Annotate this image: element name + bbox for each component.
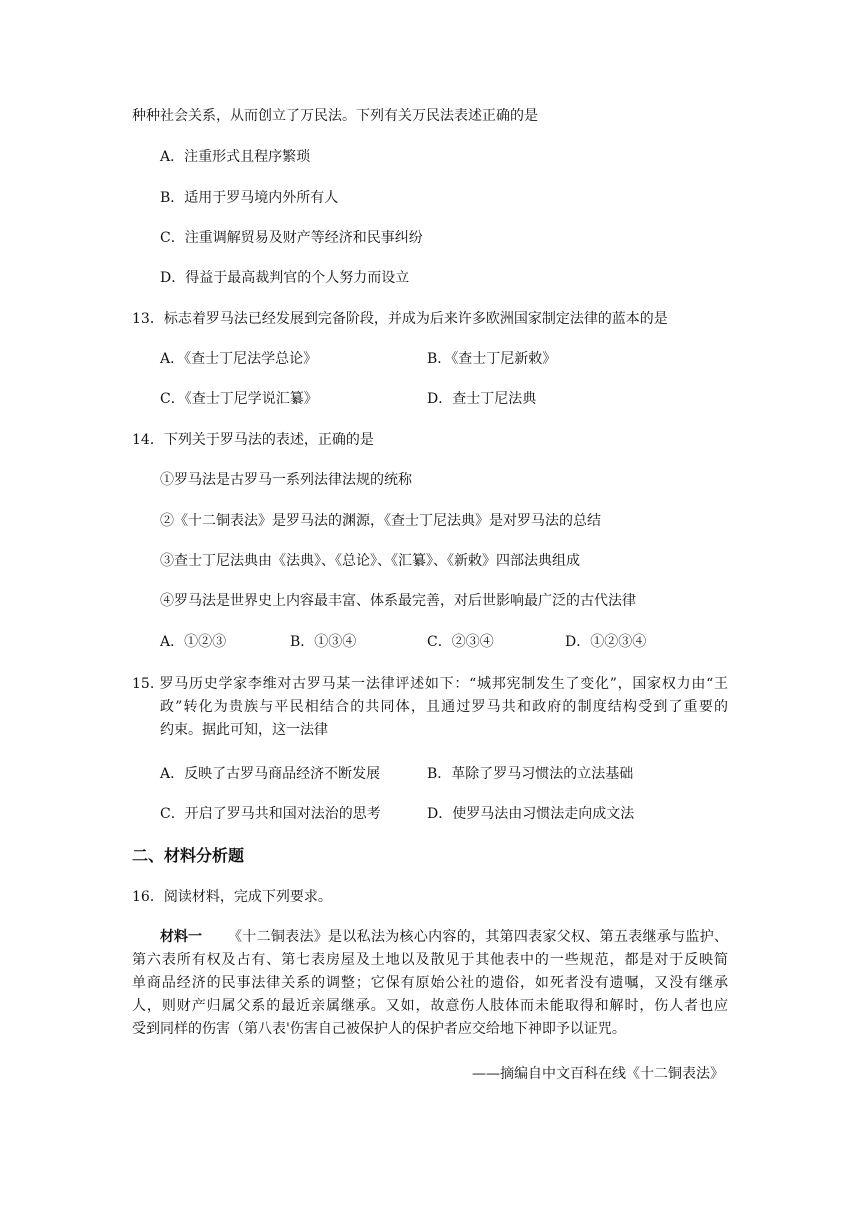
q13-option-c: C．《查士丁尼学说汇纂》 <box>160 391 318 407</box>
q16-stem: 16．阅读材料，完成下列要求。 <box>132 889 332 905</box>
q15-option-c: C．开启了罗马共和国对法治的思考 <box>160 806 381 822</box>
q15-stem-line-3: 约束。据此可知，这一法律 <box>160 722 328 738</box>
material-source: ——摘编自中文百科在线《十二铜表法》 <box>472 1066 724 1082</box>
q13-option-b: B．《查士丁尼新敕》 <box>427 351 557 367</box>
q14-option-d: D．①②③④ <box>565 634 647 650</box>
material-text-line-1: 《十二铜表法》是以私法为核心内容的，其第四表家父权、第五表继承与监护、 <box>228 929 728 945</box>
q14-stem: 14．下列关于罗马法的表述，正确的是 <box>132 432 374 448</box>
q14-option-c: C．②③④ <box>427 634 494 650</box>
q15-option-d: D．使罗马法由习惯法走向成文法 <box>427 806 635 822</box>
q16-material-line-2: 第六表所有权及占有、第七表房屋及土地以及散见于其他表中的一些规范，都是对于反映简 <box>132 952 728 968</box>
q14-option-b: B．①③④ <box>290 634 357 650</box>
q16-material-line-5: 受到同样的伤害（第八表'伤害自己被保护人的保护者应交给地下神即予以证咒。 <box>132 1021 626 1037</box>
q12-option-c: C．注重调解贸易及财产等经济和民事纠纷 <box>160 230 423 246</box>
q14-statement-4: ④罗马法是世界史上内容最丰富、体系最完善，对后世影响最广泛的古代法律 <box>160 593 636 609</box>
q12-stem-tail: 种种社会关系，从而创立了万民法。下列有关万民法表述正确的是 <box>132 108 538 124</box>
q12-option-a: A．注重形式且程序繁琐 <box>160 149 311 165</box>
q13-option-d: D．查士丁尼法典 <box>427 391 537 407</box>
q13-option-a: A．《查士丁尼法学总论》 <box>160 351 318 367</box>
q14-statement-3: ③查士丁尼法典由《法典》、《总论》、《汇纂》、《新敕》四部法典组成 <box>160 553 580 569</box>
q16-material-line-3: 单商品经济的民事法律关系的调整；它保有原始公社的遗俗，如死者没有遗嘱，又没有继承 <box>132 975 728 991</box>
section-title: 二、材料分析题 <box>132 846 245 865</box>
q14-option-a: A．①②③ <box>160 634 227 650</box>
q16-material-line-1 <box>160 927 728 947</box>
q15-option-b: B．革除了罗马习惯法的立法基础 <box>427 766 634 782</box>
material-label: 材料一 <box>160 929 202 945</box>
q13-stem: 13．标志着罗马法已经发展到完备阶段，并成为后来许多欧洲国家制定法律的蓝本的是 <box>132 311 668 327</box>
q12-option-b: B．适用于罗马境内外所有人 <box>160 190 339 206</box>
q16-material-line-4: 人，则财产归属父系的最近亲属继承。又如，故意伤人肢体而未能取得和解时，伤人者也应 <box>132 998 728 1014</box>
q15-stem-line-2: 政”转化为贵族与平民相结合的共同体，且通过罗马共和政府的制度结构受到了重要的 <box>160 699 728 715</box>
q14-statement-1: ①罗马法是古罗马一系列法律法规的统称 <box>160 472 412 488</box>
q12-option-d: D．得益于最高裁判官的个人努力而设立 <box>160 270 410 286</box>
q14-statement-2: ②《十二铜表法》是罗马法的渊源，《查士丁尼法典》是对罗马法的总结 <box>160 513 601 529</box>
q15-option-a: A．反映了古罗马商品经济不断发展 <box>160 766 381 782</box>
q15-stem-line-1: 15. 罗马历史学家李维对古罗马某一法律评述如下：“城邦宪制发生了变化”，国家权力由“王 <box>132 676 728 692</box>
